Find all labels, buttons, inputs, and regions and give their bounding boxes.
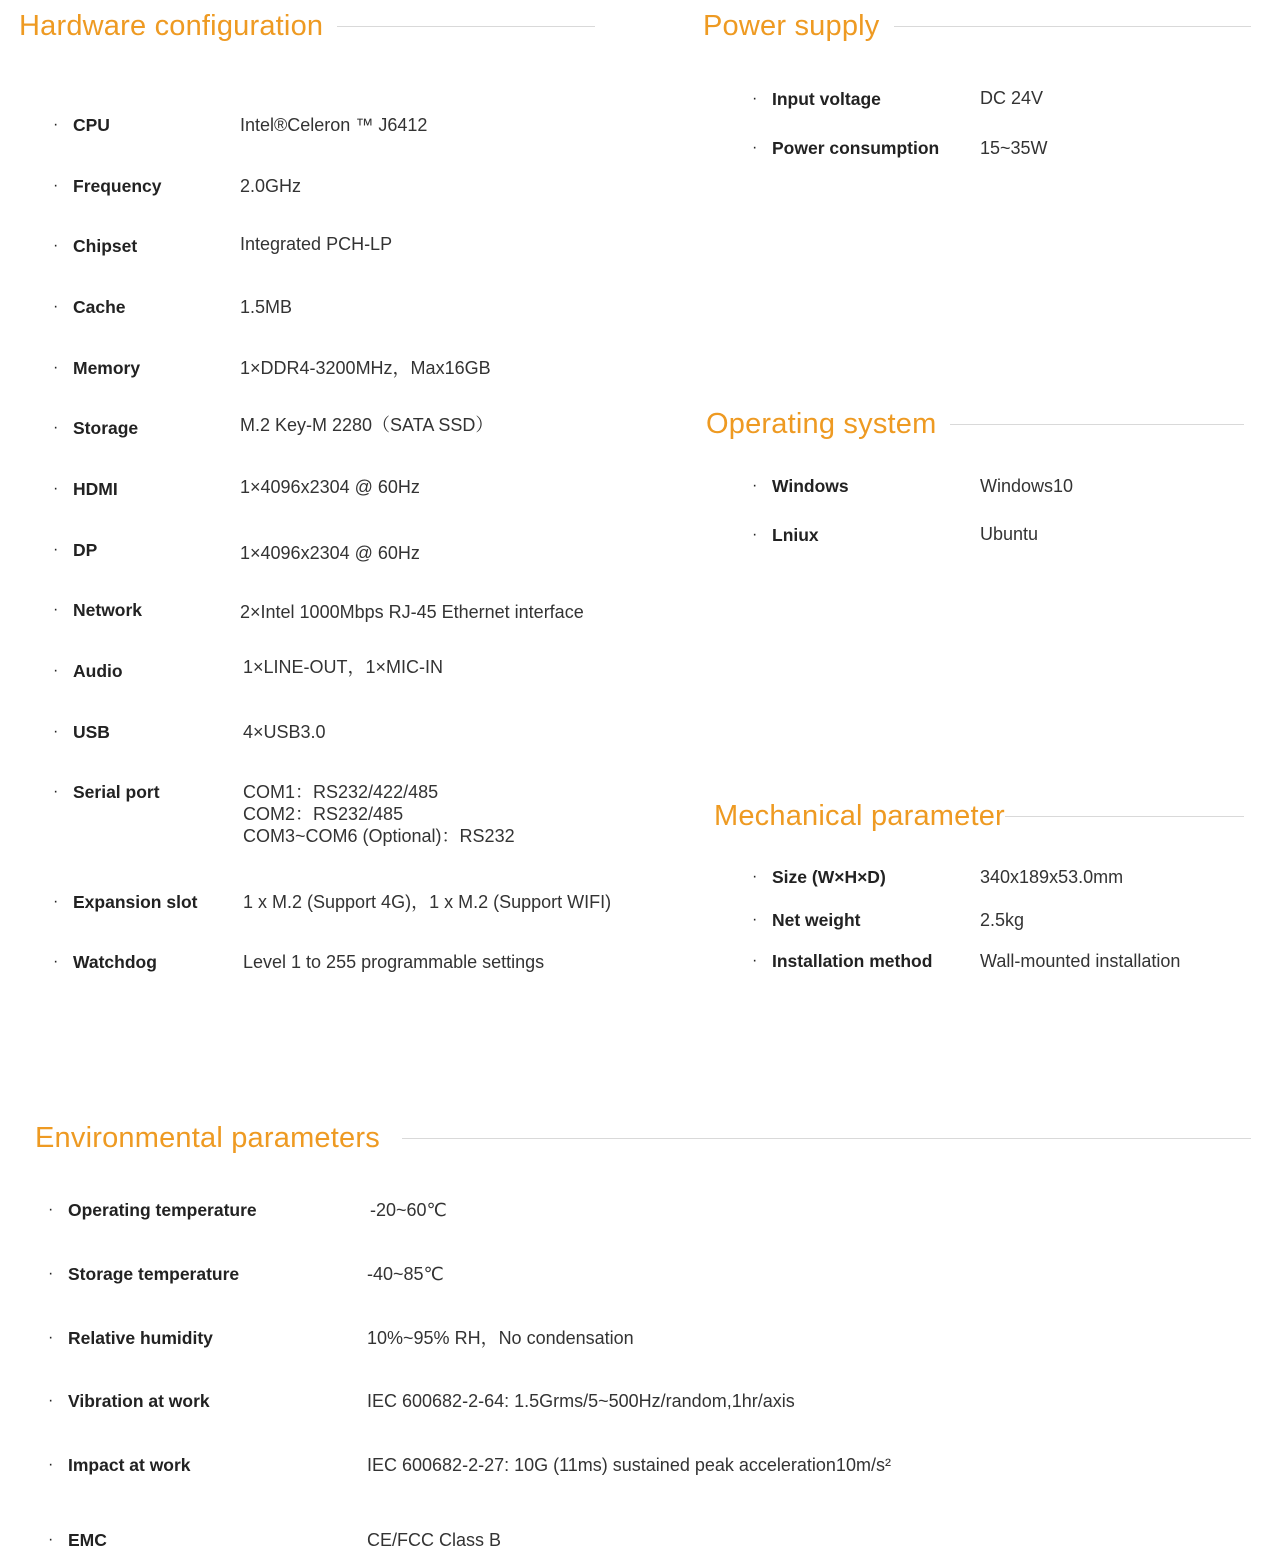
mechanical-label: Net weight	[772, 910, 861, 930]
bullet-dot: ·	[53, 298, 59, 315]
environment-label: Relative humidity	[68, 1328, 213, 1348]
mechanical-label: Installation method	[772, 951, 933, 971]
hardware-label: Audio	[73, 661, 123, 681]
mechanical-heading	[714, 800, 1244, 833]
os-divider	[950, 424, 1244, 425]
bullet-dot: ·	[752, 526, 758, 543]
bullet-dot: ·	[752, 90, 758, 107]
bullet-dot: ·	[48, 1265, 54, 1282]
hardware-value-line: COM3~COM6 (Optional)：RS232	[243, 826, 515, 846]
environment-divider	[402, 1138, 1251, 1139]
environment-title: Environmental parameters	[35, 1122, 380, 1154]
hardware-label: Storage	[73, 418, 139, 438]
power-label: Power consumption	[772, 138, 940, 158]
os-value: Windows10	[980, 476, 1074, 496]
bullet-dot: ·	[53, 601, 59, 618]
mechanical-value: Wall-mounted installation	[980, 951, 1181, 971]
bullet-dot: ·	[752, 477, 758, 494]
hardware-label: Watchdog	[73, 952, 157, 972]
bullet-dot: ·	[752, 952, 758, 969]
power-heading	[703, 10, 1251, 43]
power-divider	[894, 26, 1252, 27]
os-title: Operating system	[706, 408, 937, 440]
bullet-dot: ·	[53, 177, 59, 194]
environment-value: -20~60℃	[370, 1200, 447, 1220]
environment-label: Storage temperature	[68, 1264, 240, 1284]
environment-label: Impact at work	[68, 1455, 191, 1475]
bullet-dot: ·	[53, 662, 59, 679]
hardware-value: Integrated PCH-LP	[240, 234, 393, 254]
hardware-label: DP	[73, 540, 98, 560]
hardware-label: Chipset	[73, 236, 138, 256]
hardware-label: HDMI	[73, 479, 118, 499]
hardware-value-line: COM1：RS232/422/485	[243, 782, 439, 802]
bullet-dot: ·	[53, 953, 59, 970]
environment-value: IEC 600682-2-64: 1.5Grms/5~500Hz/random,1hr/axis	[367, 1391, 795, 1411]
hardware-label: Expansion slot	[73, 892, 198, 912]
bullet-dot: ·	[752, 911, 758, 928]
power-title: Power supply	[703, 10, 880, 42]
mechanical-value: 340x189x53.0mm	[980, 867, 1124, 887]
bullet-dot: ·	[48, 1392, 54, 1409]
hardware-value: 1×DDR4-3200MHz，Max16GB	[240, 358, 491, 378]
hardware-label: Cache	[73, 297, 126, 317]
power-value: 15~35W	[980, 138, 1048, 158]
environment-label: Vibration at work	[68, 1391, 210, 1411]
environment-value: 10%~95% RH，No condensation	[367, 1328, 634, 1348]
bullet-dot: ·	[53, 237, 59, 254]
bullet-dot: ·	[53, 480, 59, 497]
hardware-label: Network	[73, 600, 143, 620]
bullet-dot: ·	[752, 868, 758, 885]
hardware-value-line: COM2：RS232/485	[243, 804, 404, 824]
mechanical-value: 2.5kg	[980, 910, 1025, 930]
hardware-value: Intel®Celeron ™ J6412	[240, 115, 428, 135]
hardware-value: 2.0GHz	[240, 176, 302, 196]
bullet-dot: ·	[48, 1201, 54, 1218]
hardware-label: Frequency	[73, 176, 162, 196]
hardware-label: Memory	[73, 358, 141, 378]
hardware-label: USB	[73, 722, 110, 742]
environment-label: EMC	[68, 1530, 107, 1550]
bullet-dot: ·	[752, 139, 758, 156]
hardware-value: 1.5MB	[240, 297, 293, 317]
os-label: Lniux	[772, 525, 819, 545]
bullet-dot: ·	[53, 541, 59, 558]
os-heading	[706, 408, 1244, 441]
bullet-dot: ·	[48, 1531, 54, 1548]
hardware-label: Serial port	[73, 782, 160, 802]
hardware-value	[243, 781, 515, 847]
environment-value: -40~85℃	[367, 1264, 444, 1284]
bullet-dot: ·	[53, 893, 59, 910]
hardware-value: Level 1 to 255 programmable settings	[243, 952, 545, 972]
hardware-value: 1×4096x2304 @ 60Hz	[240, 477, 420, 497]
mechanical-divider	[1005, 816, 1244, 817]
os-label: Windows	[772, 476, 849, 496]
power-value: DC 24V	[980, 88, 1044, 108]
bullet-dot: ·	[48, 1456, 54, 1473]
hardware-value: 1×4096x2304 @ 60Hz	[240, 543, 420, 563]
hardware-value: 2×Intel 1000Mbps RJ-45 Ethernet interface	[240, 602, 584, 622]
hardware-value: 1×LINE-OUT，1×MIC-IN	[243, 657, 444, 677]
hardware-value: 1 x M.2 (Support 4G)，1 x M.2 (Support WIFI)	[243, 892, 612, 912]
bullet-dot: ·	[53, 783, 59, 800]
mechanical-title: Mechanical parameter	[714, 800, 1005, 832]
bullet-dot: ·	[53, 359, 59, 376]
hardware-label: CPU	[73, 115, 110, 135]
bullet-dot: ·	[53, 723, 59, 740]
hardware-value: M.2 Key-M 2280（SATA SSD）	[240, 415, 494, 435]
mechanical-label: Size (W×H×D)	[772, 867, 886, 887]
bullet-dot: ·	[48, 1329, 54, 1346]
environment-label: Operating temperature	[68, 1200, 257, 1220]
os-value: Ubuntu	[980, 524, 1039, 544]
bullet-dot: ·	[53, 116, 59, 133]
hardware-value: 4×USB3.0	[243, 722, 326, 742]
environment-value: IEC 600682-2-27: 10G (11ms) sustained peak acceleration10m/s²	[367, 1455, 891, 1475]
environment-value: CE/FCC Class B	[367, 1530, 502, 1550]
power-label: Input voltage	[772, 89, 881, 109]
hardware-divider	[337, 26, 595, 27]
environment-heading	[35, 1122, 1251, 1155]
hardware-heading	[19, 10, 595, 43]
hardware-title: Hardware configuration	[19, 10, 324, 42]
bullet-dot: ·	[53, 419, 59, 436]
